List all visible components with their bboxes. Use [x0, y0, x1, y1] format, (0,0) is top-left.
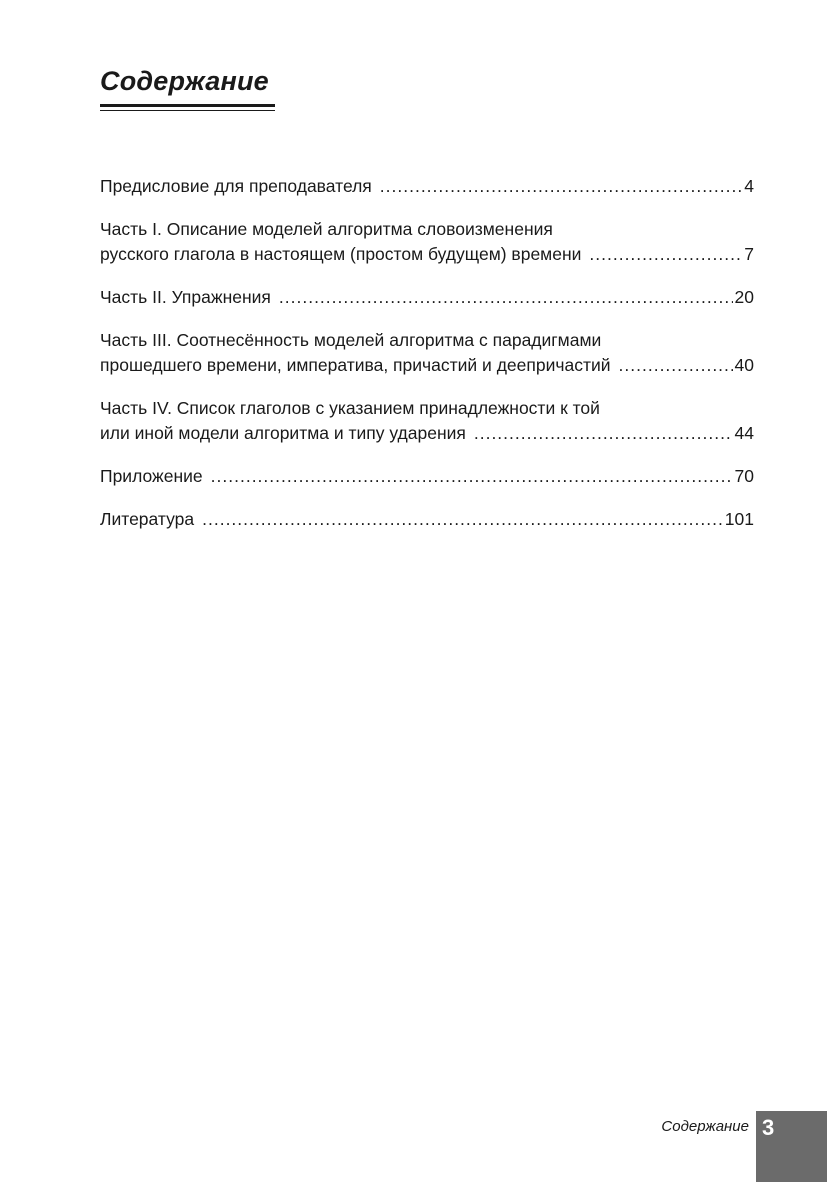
toc-dot-leader	[202, 507, 723, 532]
toc-dot-leader	[589, 242, 742, 267]
table-of-contents	[100, 174, 754, 550]
toc-entry-appendix[interactable]	[100, 464, 754, 489]
toc-entry-title: прошедшего времени, императива, причастий и деепричастий	[100, 355, 611, 375]
title-underline-thin	[100, 110, 275, 111]
toc-dot-leader	[211, 464, 733, 489]
toc-entry-title-line: Часть IV. Список глаголов с указанием принадлежности к той	[100, 398, 600, 418]
toc-entry-part-4[interactable]	[100, 396, 754, 446]
toc-dot-leader	[380, 174, 742, 199]
toc-entry-title-line: Часть I. Описание моделей алгоритма словоизменения	[100, 219, 553, 239]
toc-page-number: 40	[734, 355, 754, 375]
toc-page-number: 7	[744, 244, 754, 264]
toc-entry-title: Часть II. Упражнения	[100, 287, 271, 307]
toc-entry-title: или иной модели алгоритма и типу ударения	[100, 423, 466, 443]
toc-entry-literature[interactable]	[100, 507, 754, 532]
page-number-tab	[756, 1111, 827, 1182]
toc-dot-leader	[474, 421, 733, 446]
toc-page-number: 20	[734, 287, 754, 307]
toc-entry-title: Литература	[100, 509, 195, 529]
toc-page-number: 4	[744, 176, 754, 196]
toc-entry-preface[interactable]	[100, 174, 754, 199]
toc-dot-leader	[279, 285, 733, 310]
toc-entry-title: русского глагола в настоящем (простом будущем) времени	[100, 244, 582, 264]
running-footer-section: Содержание	[661, 1118, 749, 1135]
page-title: Содержание	[100, 66, 269, 96]
toc-entry-title: Приложение	[100, 466, 203, 486]
toc-entry-part-3[interactable]	[100, 328, 754, 378]
toc-entry-part-2[interactable]	[100, 285, 754, 310]
toc-page-number: 44	[734, 423, 754, 443]
toc-entry-title-line: Часть III. Соотнесённость моделей алгоритма с парадигмами	[100, 330, 602, 350]
toc-dot-leader	[619, 353, 733, 378]
toc-page-number: 101	[724, 509, 754, 529]
page-number: 3	[762, 1115, 775, 1140]
toc-entry-part-1[interactable]	[100, 217, 754, 267]
toc-entry-title: Предисловие для преподавателя	[100, 176, 372, 196]
title-underline-thick	[100, 104, 275, 107]
toc-page-number: 70	[734, 466, 754, 486]
